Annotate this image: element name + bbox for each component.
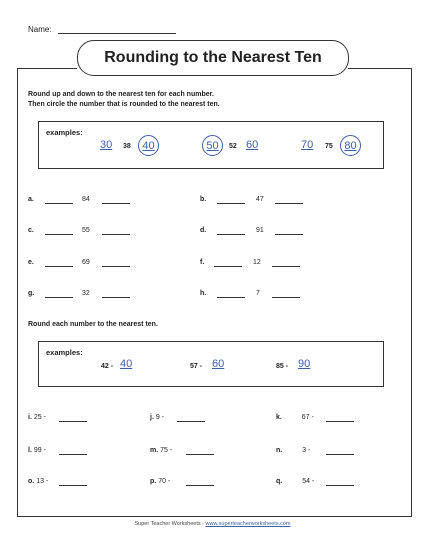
footer (0, 521, 425, 527)
example1-low: 30 (100, 139, 113, 151)
part1-instruction-line2: Then circle the number that is rounded to the nearest ten. (28, 101, 220, 108)
problem-letter: q. (276, 478, 283, 485)
problem-h-high-blank[interactable] (272, 297, 300, 298)
part2-examples-label: examples: (46, 348, 83, 357)
problem-b-low-blank[interactable] (217, 203, 245, 204)
problem-c (28, 227, 34, 234)
example2-high: 60 (246, 139, 259, 151)
problem-f-low-blank[interactable] (214, 266, 242, 267)
problem-n (276, 447, 310, 454)
problem-j (150, 414, 164, 421)
problem-f (200, 259, 204, 266)
problem-i-blank[interactable] (59, 421, 87, 422)
problem-o (28, 478, 48, 485)
part1-examples-label: examples: (46, 128, 83, 137)
problem-k (276, 414, 314, 421)
frame-top-right (348, 68, 411, 69)
part2-example2-answer: 60 (212, 358, 225, 370)
problem-letter: a. (28, 196, 34, 203)
problem-p (150, 478, 170, 485)
problem-i (28, 414, 46, 421)
problem-g (28, 290, 34, 297)
problem-a-high-blank[interactable] (102, 203, 130, 204)
problem-letter: o. (28, 478, 35, 485)
problem-letter: f. (200, 259, 205, 266)
problem-f-high-blank[interactable] (272, 266, 300, 267)
problem-expr: 99 - (33, 447, 46, 454)
problem-letter: j. (150, 414, 154, 421)
part2-example3-expr: 85 - (276, 363, 289, 370)
example3-high: 80 (344, 139, 357, 152)
problem-letter: m. (150, 447, 159, 454)
problem-expr: 75 - (160, 447, 173, 454)
problem-f-number: 12 (253, 259, 261, 266)
problem-letter: g. (28, 290, 35, 297)
problem-a-number: 84 (82, 196, 90, 203)
problem-expr: 3 - (302, 447, 311, 454)
problem-d-number: 91 (256, 227, 264, 234)
problem-l (28, 447, 46, 454)
problem-letter: p. (150, 478, 157, 485)
problem-a-low-blank[interactable] (45, 203, 73, 204)
example2-low: 50 (206, 139, 219, 152)
problem-h (200, 290, 206, 297)
example1-high-circled (138, 135, 159, 156)
problem-q-blank[interactable] (326, 485, 354, 486)
problem-c-number: 55 (82, 227, 90, 234)
problem-letter: n. (276, 447, 283, 454)
example3-high-circled (340, 135, 361, 156)
name-write-line[interactable] (58, 33, 176, 34)
problem-l-blank[interactable] (59, 454, 87, 455)
problem-h-low-blank[interactable] (217, 297, 245, 298)
example1-number: 38 (123, 143, 131, 150)
part2-example3-answer: 90 (298, 358, 311, 370)
problem-k-blank[interactable] (326, 421, 354, 422)
problem-e-high-blank[interactable] (102, 266, 130, 267)
problem-b-high-blank[interactable] (275, 203, 303, 204)
part2-example1-answer: 40 (120, 358, 133, 370)
problem-j-blank[interactable] (177, 421, 205, 422)
problem-e (28, 259, 34, 266)
problem-expr: 9 - (155, 414, 165, 421)
problem-q (276, 478, 314, 485)
problem-o-blank[interactable] (59, 485, 87, 486)
part2-example1-expr: 42 - (101, 363, 114, 370)
example3-low: 70 (301, 139, 314, 151)
part1-instructions (28, 90, 220, 110)
problem-m-blank[interactable] (186, 454, 214, 455)
problem-b (200, 196, 206, 203)
problem-g-low-blank[interactable] (45, 297, 73, 298)
problem-d-low-blank[interactable] (217, 234, 245, 235)
part2-instruction: Round each number to the nearest ten. (28, 321, 158, 328)
problem-d-high-blank[interactable] (275, 234, 303, 235)
problem-b-number: 47 (256, 196, 264, 203)
problem-expr: 67 - (301, 414, 314, 421)
problem-letter: c. (28, 227, 34, 234)
problem-n-blank[interactable] (326, 454, 354, 455)
footer-link[interactable]: www.superteacherworksheets.com (205, 521, 291, 527)
example1-high: 40 (142, 139, 155, 152)
example2-low-circled (202, 135, 223, 156)
problem-g-number: 32 (82, 290, 90, 297)
example3-number: 75 (325, 143, 333, 150)
problem-letter: b. (200, 196, 207, 203)
problem-letter: l. (28, 447, 32, 454)
problem-expr: 54 - (302, 478, 315, 485)
problem-expr: 13 - (36, 478, 49, 485)
part2-examples-box (38, 341, 384, 387)
problem-letter: k. (276, 414, 282, 421)
problem-g-high-blank[interactable] (102, 297, 130, 298)
problem-expr: 70 - (158, 478, 171, 485)
problem-m (150, 447, 172, 454)
example2-number: 52 (229, 143, 237, 150)
part1-instruction-line1: Round up and down to the nearest ten for each number. (28, 91, 214, 98)
problem-a (28, 196, 34, 203)
problem-letter: d. (200, 227, 207, 234)
problem-letter: i. (28, 414, 32, 421)
problem-letter: e. (28, 259, 34, 266)
problem-p-blank[interactable] (186, 485, 214, 486)
problem-letter: h. (200, 290, 207, 297)
problem-h-number: 7 (256, 290, 260, 297)
problem-e-number: 69 (82, 259, 90, 266)
part2-example2-expr: 57 - (190, 363, 203, 370)
frame-top-left (17, 68, 77, 69)
problem-c-high-blank[interactable] (102, 234, 130, 235)
name-label: Name: (28, 25, 52, 34)
footer-text: Super Teacher Worksheets - (134, 521, 206, 527)
problem-d (200, 227, 206, 234)
problem-expr: 25 - (33, 414, 46, 421)
problem-e-low-blank[interactable] (45, 266, 73, 267)
worksheet-title: Rounding to the Nearest Ten (77, 40, 349, 76)
problem-c-low-blank[interactable] (45, 234, 73, 235)
